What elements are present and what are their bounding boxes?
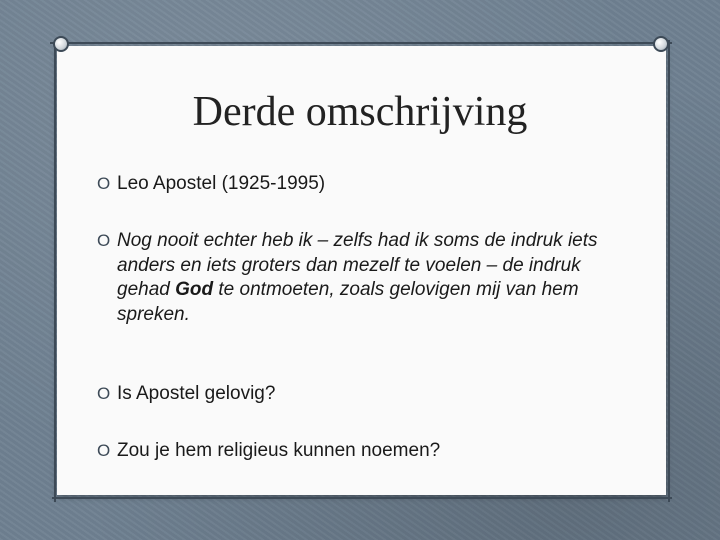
bullet-text: Zou je hem religieus kunnen noemen?: [117, 440, 441, 461]
top-left-pin-icon: [53, 36, 69, 52]
quote-text-end: te ontmoeten, zoals gelovigen mij van hem spreken.: [117, 279, 579, 325]
quote-text-start: Nog nooit echter heb ik – zelfs had ik soms de indruk iets anders en iets groters dan mezelf te voelen – de indruk gehad: [117, 230, 598, 300]
bullet-quote: [97, 229, 607, 327]
bullet-question-religious: [97, 439, 607, 464]
bullet-marker-icon: O: [97, 174, 111, 193]
frame-bottom-line: [52, 497, 672, 499]
bullet-author: [97, 172, 607, 197]
frame-top-line: [50, 42, 672, 44]
bullet-text: Is Apostel gelovig?: [117, 383, 276, 404]
quote-emphasis: God: [175, 279, 214, 300]
slide-title: Derde omschrijving: [192, 89, 528, 135]
bullet-marker-icon: O: [97, 384, 111, 403]
bullet-question-believer: [97, 382, 607, 407]
bullet-marker-icon: O: [97, 231, 111, 250]
top-right-pin-icon: [653, 36, 669, 52]
bullet-text: Leo Apostel (1925-1995): [117, 173, 326, 194]
bullet-marker-icon: O: [97, 441, 111, 460]
